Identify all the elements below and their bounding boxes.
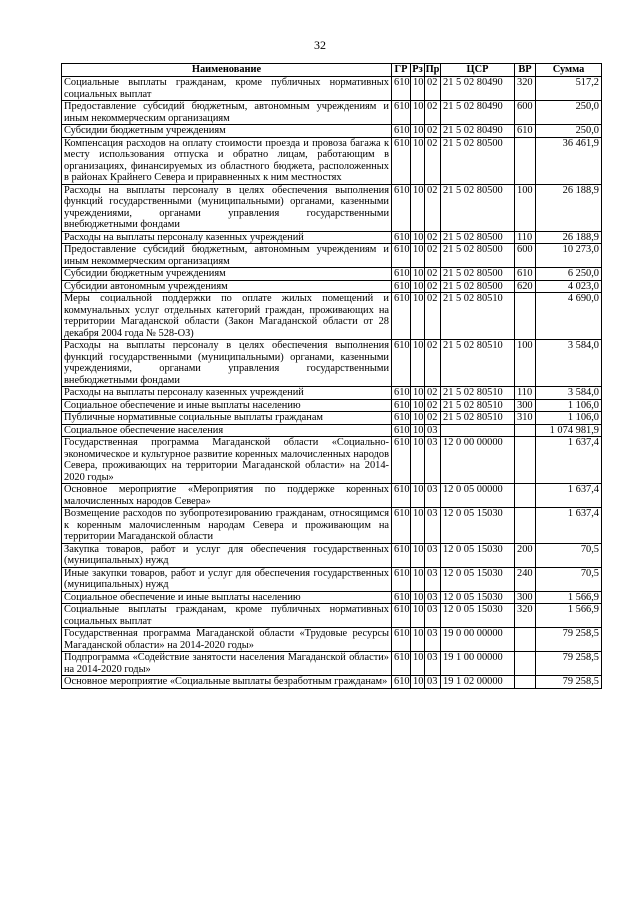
- cell-csr: 12 0 05 15030: [441, 591, 515, 604]
- table-row: [62, 125, 602, 138]
- cell-csr: 12 0 05 15030: [441, 604, 515, 628]
- cell-rz: 10: [411, 137, 425, 184]
- cell-rz: 10: [411, 244, 425, 268]
- cell-rz: 10: [411, 231, 425, 244]
- cell-sum: 3 584,0: [536, 340, 602, 387]
- cell-name: Государственная программа Магаданской области «Трудовые ресурсы Магаданской области» на 2014-2020 годы»: [62, 628, 392, 652]
- cell-csr: 21 5 02 80500: [441, 184, 515, 231]
- cell-vr: [515, 628, 536, 652]
- table-row: [62, 437, 602, 484]
- cell-gr: 610: [392, 652, 411, 676]
- cell-sum: 79 258,5: [536, 652, 602, 676]
- cell-pr: 03: [425, 676, 441, 689]
- cell-pr: 03: [425, 508, 441, 544]
- cell-rz: 10: [411, 125, 425, 138]
- cell-name: Расходы на выплаты персоналу в целях обеспечения выполнения функций государственными (муниципальными) органами, казенными учреждениями, органами управления государственными внебюджетными фондами: [62, 184, 392, 231]
- cell-pr: 02: [425, 101, 441, 125]
- cell-name: Субсидии автономным учреждениям: [62, 280, 392, 293]
- cell-name: Расходы на выплаты персоналу в целях обеспечения выполнения функций государственными (муниципальными) органами, казенными учреждениями, органами управления государственными внебюджетными фондами: [62, 340, 392, 387]
- cell-csr: 21 5 02 80500: [441, 268, 515, 281]
- cell-vr: 610: [515, 268, 536, 281]
- cell-gr: 610: [392, 543, 411, 567]
- cell-csr: 21 5 02 80500: [441, 244, 515, 268]
- cell-name: Социальное обеспечение и иные выплаты населению: [62, 399, 392, 412]
- cell-sum: 36 461,9: [536, 137, 602, 184]
- cell-vr: 100: [515, 340, 536, 387]
- cell-gr: 610: [392, 244, 411, 268]
- table-row: [62, 676, 602, 689]
- cell-rz: 10: [411, 280, 425, 293]
- header-vr: ВР: [515, 64, 536, 77]
- cell-name: Социальное обеспечение и иные выплаты населению: [62, 591, 392, 604]
- cell-sum: 70,5: [536, 543, 602, 567]
- cell-csr: 21 5 02 80500: [441, 280, 515, 293]
- table-row: [62, 508, 602, 544]
- cell-csr: 12 0 00 00000: [441, 437, 515, 484]
- table-row: [62, 543, 602, 567]
- cell-sum: 70,5: [536, 567, 602, 591]
- header-sum: Сумма: [536, 64, 602, 77]
- cell-csr: 21 5 02 80510: [441, 293, 515, 340]
- cell-rz: 10: [411, 591, 425, 604]
- cell-rz: 10: [411, 387, 425, 400]
- cell-csr: 12 0 05 15030: [441, 508, 515, 544]
- cell-name: Основное мероприятие «Социальные выплаты безработным гражданам»: [62, 676, 392, 689]
- cell-sum: 79 258,5: [536, 676, 602, 689]
- cell-vr: 310: [515, 412, 536, 425]
- cell-pr: 02: [425, 399, 441, 412]
- header-rz: Рз: [412, 64, 423, 75]
- cell-gr: 610: [392, 340, 411, 387]
- cell-rz: 10: [411, 340, 425, 387]
- cell-rz: 10: [411, 184, 425, 231]
- cell-sum: 26 188,9: [536, 184, 602, 231]
- cell-pr: 02: [425, 77, 441, 101]
- table-row: [62, 652, 602, 676]
- cell-name: Социальные выплаты гражданам, кроме публичных нормативных социальных выплат: [62, 77, 392, 101]
- cell-pr: 02: [425, 231, 441, 244]
- cell-vr: 610: [515, 125, 536, 138]
- cell-rz: 10: [411, 484, 425, 508]
- table-row: [62, 137, 602, 184]
- cell-name: Закупка товаров, работ и услуг для обеспечения государственных (муниципальных) нужд: [62, 543, 392, 567]
- cell-vr: 600: [515, 244, 536, 268]
- cell-vr: 200: [515, 543, 536, 567]
- cell-pr: 02: [425, 125, 441, 138]
- cell-name: Государственная программа Магаданской области «Социально-экономическое и культурное развитие коренных малочисленных народов Севера, проживающих на территории Магаданской области» на 2014-2020 годы»: [62, 437, 392, 484]
- cell-csr: 19 1 00 00000: [441, 652, 515, 676]
- cell-gr: 610: [392, 268, 411, 281]
- cell-sum: 26 188,9: [536, 231, 602, 244]
- cell-name: Расходы на выплаты персоналу казенных учреждений: [62, 387, 392, 400]
- cell-name: Публичные нормативные социальные выплаты гражданам: [62, 412, 392, 425]
- cell-gr: 610: [392, 293, 411, 340]
- cell-vr: 240: [515, 567, 536, 591]
- cell-pr: 02: [425, 244, 441, 268]
- cell-sum: 3 584,0: [536, 387, 602, 400]
- cell-name: Субсидии бюджетным учреждениям: [62, 268, 392, 281]
- cell-pr: 03: [425, 424, 441, 437]
- cell-rz: 10: [411, 604, 425, 628]
- cell-gr: 610: [392, 676, 411, 689]
- cell-csr: 21 5 02 80490: [441, 77, 515, 101]
- cell-vr: 110: [515, 387, 536, 400]
- cell-gr: 610: [392, 387, 411, 400]
- table-row: [62, 184, 602, 231]
- cell-sum: 6 250,0: [536, 268, 602, 281]
- cell-rz: 10: [411, 77, 425, 101]
- cell-name: Компенсация расходов на оплату стоимости проезда и провоза багажа к месту использования отпуска и обратно лицам, работающим в организациях, финансируемых из областного бюджета, расположенных в районах Крайнего Севера и приравненных к ним местностях: [62, 137, 392, 184]
- cell-rz: 10: [411, 652, 425, 676]
- cell-sum: 1 106,0: [536, 399, 602, 412]
- header-row: [62, 64, 602, 77]
- cell-name: Социальные выплаты гражданам, кроме публичных нормативных социальных выплат: [62, 604, 392, 628]
- cell-gr: 610: [392, 508, 411, 544]
- cell-rz: 10: [411, 424, 425, 437]
- table-row: [62, 604, 602, 628]
- cell-vr: [515, 484, 536, 508]
- cell-name: Предоставление субсидий бюджетным, автономным учреждениям и иным некоммерческим организациям: [62, 101, 392, 125]
- cell-name: Социальное обеспечение населения: [62, 424, 392, 437]
- page-number: 32: [314, 38, 326, 52]
- cell-pr: 03: [425, 543, 441, 567]
- cell-pr: 02: [425, 268, 441, 281]
- cell-gr: 610: [392, 424, 411, 437]
- cell-vr: [515, 437, 536, 484]
- cell-sum: 1 637,4: [536, 437, 602, 484]
- cell-csr: 12 0 05 15030: [441, 543, 515, 567]
- cell-gr: 610: [392, 184, 411, 231]
- cell-gr: 610: [392, 484, 411, 508]
- cell-vr: [515, 676, 536, 689]
- cell-vr: [515, 293, 536, 340]
- table-row: [62, 424, 602, 437]
- cell-pr: 03: [425, 437, 441, 484]
- cell-vr: [515, 137, 536, 184]
- cell-csr: 19 0 00 00000: [441, 628, 515, 652]
- cell-vr: 300: [515, 399, 536, 412]
- cell-csr: 21 5 02 80490: [441, 125, 515, 138]
- cell-csr: 21 5 02 80500: [441, 137, 515, 184]
- cell-pr: 03: [425, 591, 441, 604]
- cell-vr: [515, 652, 536, 676]
- cell-gr: 610: [392, 628, 411, 652]
- table-row: [62, 567, 602, 591]
- cell-sum: 10 273,0: [536, 244, 602, 268]
- cell-pr: 03: [425, 567, 441, 591]
- cell-name: Субсидии бюджетным учреждениям: [62, 125, 392, 138]
- cell-name: Расходы на выплаты персоналу казенных учреждений: [62, 231, 392, 244]
- cell-rz: 10: [411, 437, 425, 484]
- cell-gr: 610: [392, 280, 411, 293]
- cell-rz: 10: [411, 543, 425, 567]
- cell-csr: 21 5 02 80510: [441, 399, 515, 412]
- cell-rz: 10: [411, 293, 425, 340]
- cell-csr: 19 1 02 00000: [441, 676, 515, 689]
- cell-rz: 10: [411, 628, 425, 652]
- cell-csr: 21 5 02 80490: [441, 101, 515, 125]
- table-row: [62, 268, 602, 281]
- cell-gr: 610: [392, 125, 411, 138]
- table-row: [62, 244, 602, 268]
- cell-csr: 21 5 02 80500: [441, 231, 515, 244]
- cell-pr: 02: [425, 387, 441, 400]
- cell-rz: 10: [411, 399, 425, 412]
- cell-vr: 300: [515, 591, 536, 604]
- cell-csr: 21 5 02 80510: [441, 387, 515, 400]
- cell-name: Иные закупки товаров, работ и услуг для обеспечения государственных (муниципальных) нужд: [62, 567, 392, 591]
- cell-rz: 10: [411, 676, 425, 689]
- cell-gr: 610: [392, 604, 411, 628]
- cell-gr: 610: [392, 231, 411, 244]
- table-row: [62, 387, 602, 400]
- cell-rz: 10: [411, 508, 425, 544]
- cell-vr: 600: [515, 101, 536, 125]
- header-pr: Пр: [425, 64, 440, 75]
- table-row: [62, 628, 602, 652]
- cell-name: Меры социальной поддержки по оплате жилых помещений и коммунальных услуг отдельных категорий граждан, проживающих на территории Магаданской области (Закон Магаданской области от 28 декабря 2004 года № 528-ОЗ): [62, 293, 392, 340]
- table-row: [62, 231, 602, 244]
- header-name: Наименование: [62, 64, 392, 77]
- cell-vr: 110: [515, 231, 536, 244]
- cell-pr: 03: [425, 652, 441, 676]
- cell-pr: 02: [425, 137, 441, 184]
- cell-gr: 610: [392, 412, 411, 425]
- header-csr: ЦСР: [441, 64, 515, 77]
- cell-sum: 1 074 981,9: [536, 424, 602, 437]
- cell-sum: 79 258,5: [536, 628, 602, 652]
- table-row: [62, 101, 602, 125]
- cell-name: Предоставление субсидий бюджетным, автономным учреждениям и иным некоммерческим организациям: [62, 244, 392, 268]
- cell-pr: 02: [425, 184, 441, 231]
- cell-csr: [441, 424, 515, 437]
- table-row: [62, 77, 602, 101]
- cell-sum: 4 023,0: [536, 280, 602, 293]
- cell-sum: 517,2: [536, 77, 602, 101]
- cell-csr: 21 5 02 80510: [441, 412, 515, 425]
- cell-rz: 10: [411, 268, 425, 281]
- table-row: [62, 280, 602, 293]
- cell-rz: 10: [411, 101, 425, 125]
- cell-name: Подпрограмма «Содействие занятости населения Магаданской области» на 2014-2020 годы»: [62, 652, 392, 676]
- cell-pr: 03: [425, 628, 441, 652]
- cell-pr: 02: [425, 293, 441, 340]
- cell-pr: 03: [425, 604, 441, 628]
- cell-pr: 03: [425, 484, 441, 508]
- cell-gr: 610: [392, 101, 411, 125]
- cell-name: Возмещение расходов по зубопротезированию гражданам, относящимся к коренным малочисленным народам Севера и проживающим на территории Магаданской области: [62, 508, 392, 544]
- cell-gr: 610: [392, 399, 411, 412]
- cell-sum: 1 637,4: [536, 484, 602, 508]
- cell-sum: 1 566,9: [536, 591, 602, 604]
- cell-sum: 250,0: [536, 125, 602, 138]
- cell-gr: 610: [392, 437, 411, 484]
- cell-rz: 10: [411, 412, 425, 425]
- cell-pr: 02: [425, 412, 441, 425]
- cell-pr: 02: [425, 280, 441, 293]
- table-row: [62, 293, 602, 340]
- header-gr: ГР: [392, 64, 411, 77]
- cell-vr: 320: [515, 77, 536, 101]
- cell-vr: [515, 424, 536, 437]
- cell-vr: 100: [515, 184, 536, 231]
- cell-rz: 10: [411, 567, 425, 591]
- cell-gr: 610: [392, 137, 411, 184]
- cell-sum: 4 690,0: [536, 293, 602, 340]
- cell-sum: 1 106,0: [536, 412, 602, 425]
- cell-csr: 21 5 02 80510: [441, 340, 515, 387]
- cell-name: Основное мероприятие «Мероприятия по поддержке коренных малочисленных народов Севера»: [62, 484, 392, 508]
- table-row: [62, 340, 602, 387]
- cell-gr: 610: [392, 591, 411, 604]
- cell-gr: 610: [392, 567, 411, 591]
- cell-csr: 12 0 05 00000: [441, 484, 515, 508]
- cell-sum: 250,0: [536, 101, 602, 125]
- cell-sum: 1 566,9: [536, 604, 602, 628]
- cell-pr: 02: [425, 340, 441, 387]
- table-row: [62, 412, 602, 425]
- cell-vr: [515, 508, 536, 544]
- table-row: [62, 484, 602, 508]
- cell-gr: 610: [392, 77, 411, 101]
- budget-table: [61, 63, 602, 689]
- table-row: [62, 399, 602, 412]
- cell-vr: 320: [515, 604, 536, 628]
- cell-sum: 1 637,4: [536, 508, 602, 544]
- cell-csr: 12 0 05 15030: [441, 567, 515, 591]
- table-row: [62, 591, 602, 604]
- cell-vr: 620: [515, 280, 536, 293]
